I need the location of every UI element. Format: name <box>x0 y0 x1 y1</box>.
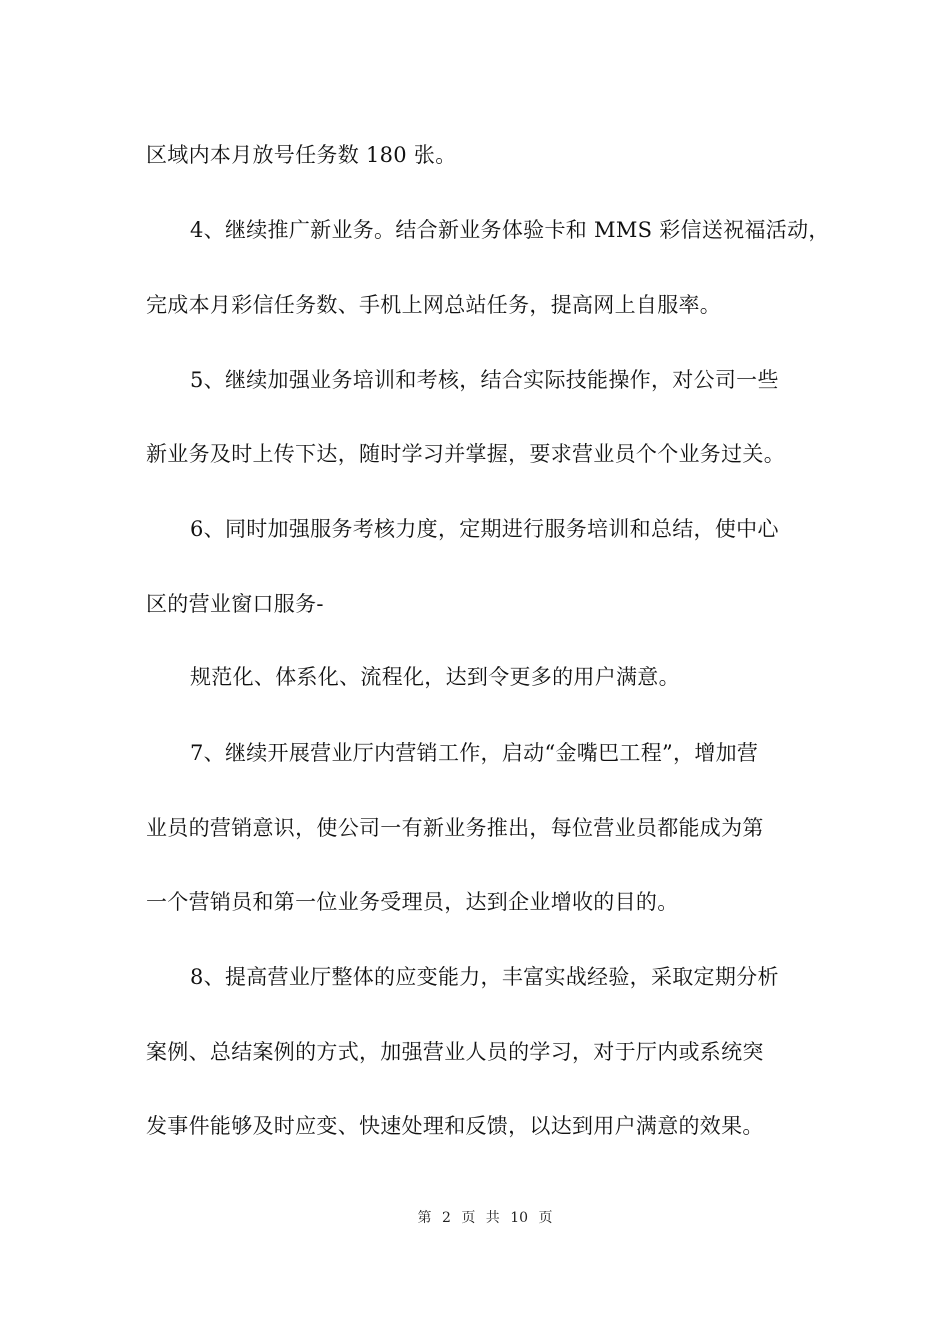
paragraph-line: 规范化、体系化、流程化，达到令更多的用户满意。 <box>190 665 680 689</box>
footer-prefix: 第 <box>417 1210 432 1226</box>
paragraph-line: 4、继续推广新业务。结合新业务体验卡和 MMS 彩信送祝福活动， <box>190 218 830 242</box>
paragraph-line: 完成本月彩信任务数、手机上网总站任务，提高网上自服率。 <box>146 293 722 317</box>
paragraph-line: 区域内本月放号任务数 180 张。 <box>146 143 457 167</box>
paragraph-line: 8、提高营业厅整体的应变能力，丰富实战经验，采取定期分析 <box>190 965 779 989</box>
footer-total-pages: 10 <box>510 1210 529 1226</box>
paragraph-line: 业员的营销意识，使公司一有新业务推出，每位营业员都能成为第 <box>146 816 764 840</box>
paragraph-line: 发事件能够及时应变、快速处理和反馈，以达到用户满意的效果。 <box>146 1114 764 1138</box>
paragraph-line: 案例、总结案例的方式，加强营业人员的学习，对于厅内或系统突 <box>146 1040 764 1064</box>
footer-total-prefix: 共 <box>485 1210 500 1226</box>
paragraph-line: 5、继续加强业务培训和考核，结合实际技能操作，对公司一些 <box>190 368 779 392</box>
footer-page-number: 2 <box>441 1210 451 1226</box>
paragraph-line: 7、继续开展营业厅内营销工作，启动“金嘴巴工程”，增加营 <box>190 741 759 765</box>
paragraph-line: 区的营业窗口服务- <box>146 592 324 616</box>
page-footer <box>0 1208 950 1228</box>
paragraph-line: 一个营销员和第一位业务受理员，达到企业增收的目的。 <box>146 890 679 914</box>
paragraph-line: 6、同时加强服务考核力度，定期进行服务培训和总结，使中心 <box>190 517 779 541</box>
paragraph-line: 新业务及时上传下达，随时学习并掌握，要求营业员个个业务过关。 <box>146 442 785 466</box>
footer-page-unit: 页 <box>461 1210 476 1226</box>
footer-total-unit: 页 <box>538 1210 553 1226</box>
